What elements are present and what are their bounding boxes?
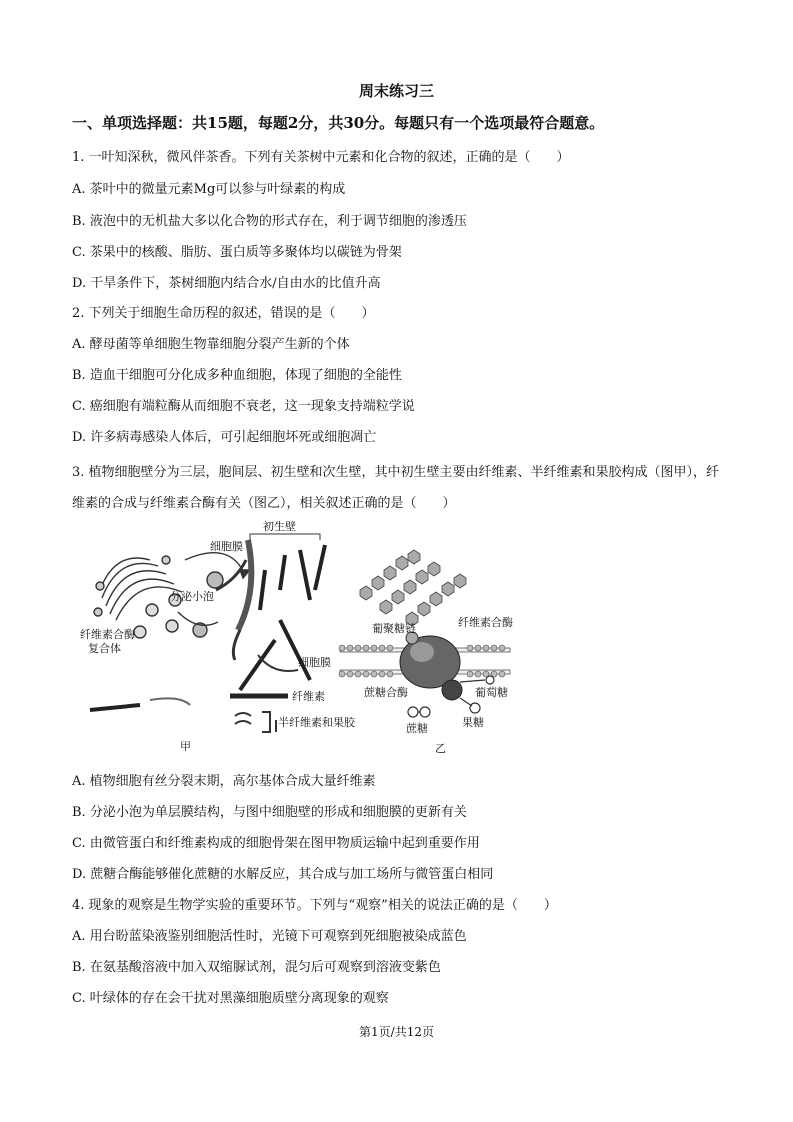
q2-stem: 2. 下列关于细胞生命历程的叙述，错误的是（ ） xyxy=(72,306,375,321)
label-yi-membrane: 细胞膜 xyxy=(298,656,331,669)
q4-option-b[interactable]: B. 在氨基酸溶液中加入双缩脲试剂，混匀后可观察到溶液变紫色 xyxy=(72,960,441,975)
q3-option-b[interactable]: B. 分泌小泡为单层膜结构，与图中细胞壁的形成和细胞膜的更新有关 xyxy=(72,805,467,820)
q1-stem: 1. 一叶知深秋，微风伴茶香。下列有关茶树中元素和化合物的叙述，正确的是（ ） xyxy=(72,150,570,165)
q1-option-a[interactable]: A. 茶叶中的微量元素Mg可以参与叶绿素的构成 xyxy=(72,182,346,197)
label-glucan-chain: 葡聚糖链 xyxy=(372,622,416,635)
cell-wall-figure xyxy=(80,520,720,760)
label-membrane: 细胞膜 xyxy=(210,540,243,553)
q2-option-b[interactable]: B. 造血干细胞可分化成多种血细胞，体现了细胞的全能性 xyxy=(72,368,402,383)
label-hemicellulose: 半纤维素和果胶 xyxy=(278,716,355,729)
q3-option-a[interactable]: A. 植物细胞有丝分裂末期，高尔基体合成大量纤维素 xyxy=(72,774,376,789)
section-heading: 一、单项选择题：共15题，每题2分，共30分。每题只有一个选项最符合题意。 xyxy=(72,114,605,132)
q1-option-b[interactable]: B. 液泡中的无机盐大多以化合物的形式存在，利于调节细胞的渗透压 xyxy=(72,214,467,229)
cellulose-synthase-icon xyxy=(400,632,462,700)
plasma-membrane xyxy=(238,540,251,630)
q1-option-d[interactable]: D. 干旱条件下，茶树细胞内结合水/自由水的比值升高 xyxy=(72,276,381,291)
label-vesicle: 分泌小泡 xyxy=(170,590,214,603)
q3-stem: 3. 植物细胞壁分为三层，胞间层、初生壁和次生壁，其中初生壁主要由纤维素、半纤维素和果胶构成（图甲），纤维素的合成与纤维素合酶有关（图乙），相关叙述正确的是（ ） xyxy=(72,465,720,511)
figure-svg xyxy=(80,520,720,760)
label-glucose: 葡萄糖 xyxy=(475,686,508,699)
caption-jia: 甲 xyxy=(180,740,191,753)
page-number: 第1页/共12页 xyxy=(359,1025,434,1039)
glucan-chain-icons xyxy=(360,550,466,626)
legend-hemi-icon xyxy=(235,713,251,724)
label-sucrose: 蔗糖 xyxy=(406,722,428,735)
q4-option-a[interactable]: A. 用台盼蓝染液鉴别细胞活性时，光镜下可观察到死细胞被染成蓝色 xyxy=(72,929,467,944)
q3-option-c[interactable]: C. 由微管蛋白和纤维素构成的细胞骨架在图甲物质运输中起到重要作用 xyxy=(72,836,480,851)
label-cellulose: 纤维素 xyxy=(292,690,325,703)
label-sucrose-synthase: 蔗糖合酶 xyxy=(364,686,408,699)
q2-option-c[interactable]: C. 癌细胞有端粒酶从而细胞不衰老，这一现象支持端粒学说 xyxy=(72,399,415,414)
q2-option-d[interactable]: D. 许多病毒感染人体后，可引起细胞坏死或细胞凋亡 xyxy=(72,430,377,445)
caption-yi: 乙 xyxy=(435,742,446,755)
page-title: 周末练习三 xyxy=(358,82,434,100)
q1-option-c[interactable]: C. 茶果中的核酸、脂肪、蛋白质等多聚体均以碳链为骨架 xyxy=(72,245,402,260)
q4-option-c[interactable]: C. 叶绿体的存在会干扰对黑藻细胞质壁分离现象的观察 xyxy=(72,991,389,1006)
q2-option-a[interactable]: A. 酵母菌等单细胞生物靠细胞分裂产生新的个体 xyxy=(72,337,350,352)
label-complex-l1: 纤维素合酶 xyxy=(80,628,135,641)
q3-option-d[interactable]: D. 蔗糖合酶能够催化蔗糖的水解反应，其合成与加工场所与微管蛋白相同 xyxy=(72,867,494,882)
label-synthase: 纤维素合酶 xyxy=(458,616,513,629)
label-fructose: 果糖 xyxy=(462,716,484,729)
label-primary-wall: 初生壁 xyxy=(263,520,296,533)
q4-stem: 4. 现象的观察是生物学实验的重要环节。下列与“观察”相关的说法正确的是（ ） xyxy=(72,898,557,913)
golgi-icon xyxy=(94,556,182,620)
vesicle-icons xyxy=(134,572,223,638)
label-complex-l2: 复合体 xyxy=(88,642,121,655)
